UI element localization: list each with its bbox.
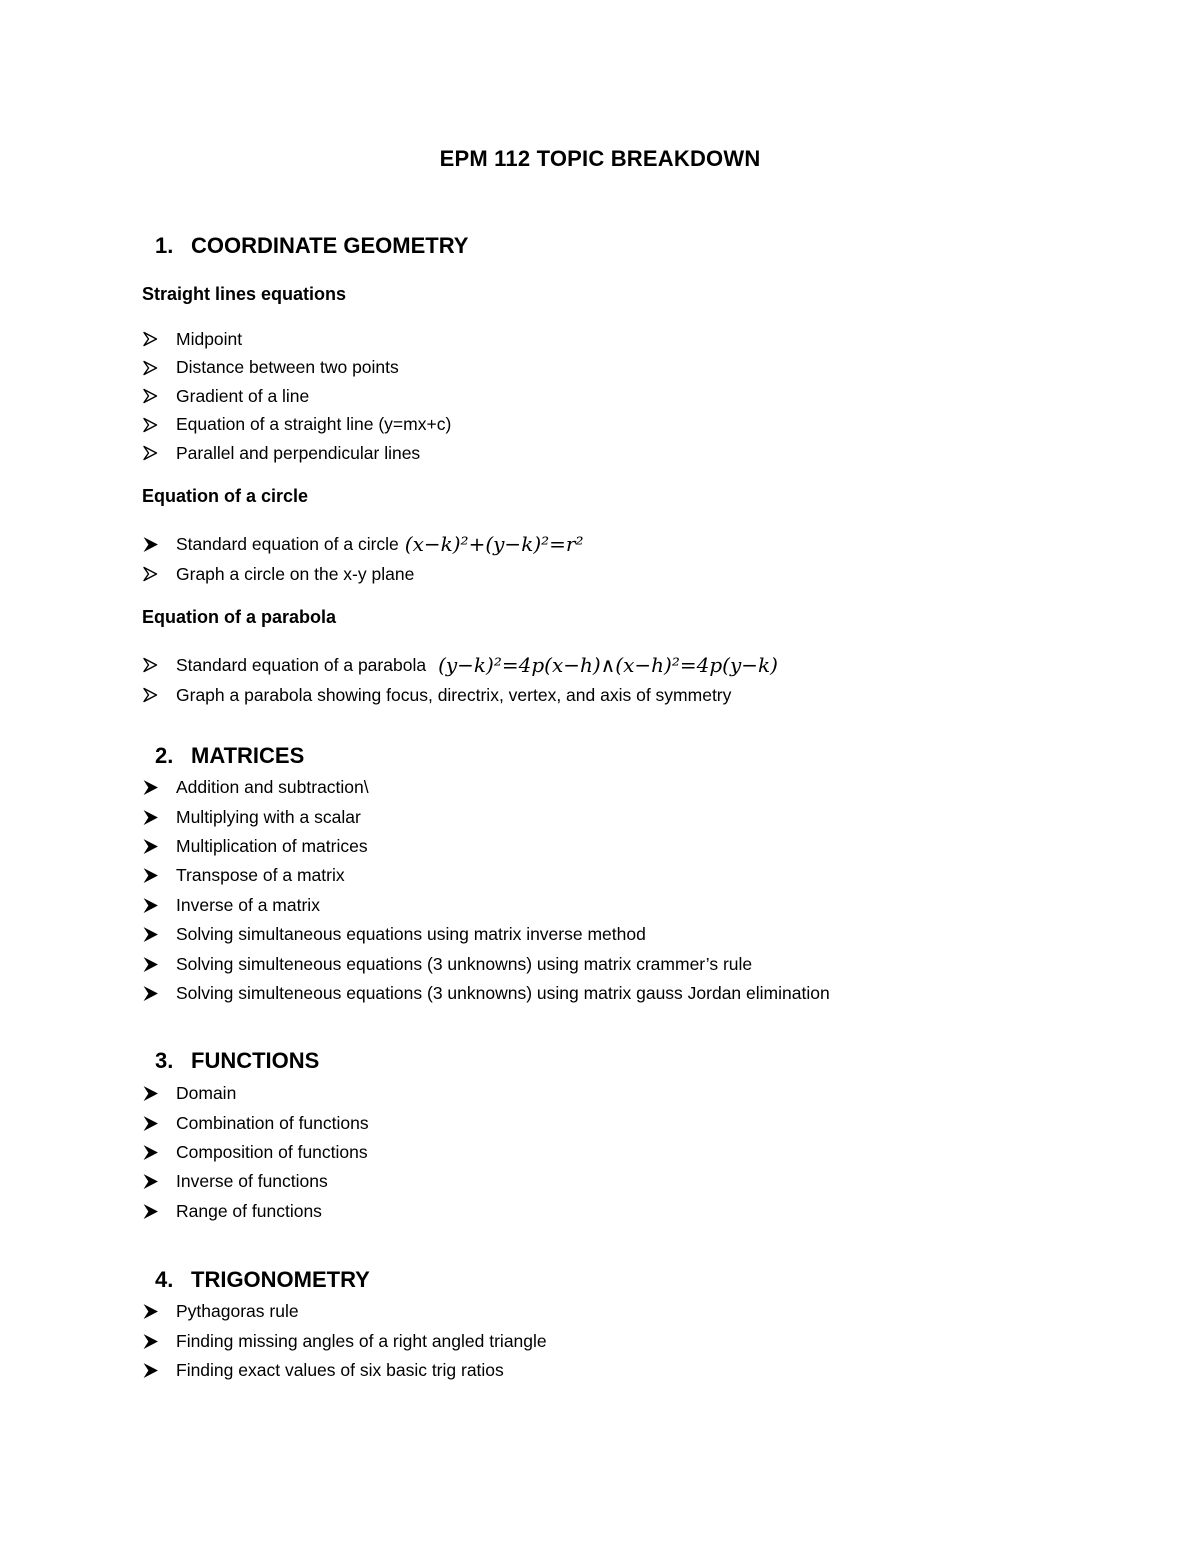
section-heading-functions [155,1048,319,1074]
parabola-formula: (y−k)²=4p(x−h)∧(x−h)²=4p(y−k) [438,653,778,677]
section-title: MATRICES [191,743,305,768]
arrowhead-bullet-icon [142,809,176,826]
arrowhead-bullet-icon [142,1144,176,1161]
arrowhead-bullet-icon [142,566,176,582]
circle-list [142,528,583,589]
subsection-heading-circle: Equation of a circle [142,486,309,506]
section-title: TRIGONOMETRY [191,1267,370,1292]
section-number: 3. [155,1048,174,1073]
circle-formula: (x−k)²+(y−k)²=r² [404,532,584,556]
subsection-heading-straight-lines: Straight lines equations [142,284,347,304]
list-item: Solving simulteneous equations (3 unknowns) using matrix gauss Jordan elimination [142,979,830,1008]
list-item: Solving simulteneous equations (3 unknowns) using matrix crammer’s rule [142,949,830,978]
list-item: Multiplication of matrices [142,832,830,861]
arrowhead-bullet-icon [142,417,176,433]
arrowhead-bullet-icon [142,445,176,461]
arrowhead-bullet-icon [142,1203,176,1220]
trigonometry-list [142,1297,547,1385]
functions-list [142,1079,369,1226]
list-item: Graph a circle on the x-y plane [142,560,583,589]
arrowhead-bullet-icon [142,1303,176,1320]
list-item: Graph a parabola showing focus, directrix, vertex, and axis of symmetry [142,681,778,710]
parabola-list [142,649,778,710]
arrowhead-bullet-icon [142,1115,176,1132]
arrowhead-bullet-icon [142,897,176,914]
list-item: Standard equation of a circle (x−k)²+(y−k)²=r² [142,528,583,560]
section-heading-trigonometry [155,1267,370,1293]
list-item: Pythagoras rule [142,1297,547,1326]
list-item: Standard equation of a parabola (y−k)²=4p(x−h)∧(x−h)²=4p(y−k) [142,649,778,681]
list-item: Range of functions [142,1197,369,1226]
section-title: FUNCTIONS [191,1048,320,1073]
list-item: Transpose of a matrix [142,861,830,890]
arrowhead-bullet-icon [142,867,176,884]
arrowhead-bullet-icon [142,331,176,347]
section-heading-matrices [155,743,304,769]
arrowhead-bullet-icon [142,1085,176,1102]
arrowhead-bullet-icon [142,779,176,796]
list-item: Domain [142,1079,369,1108]
section-number: 1. [155,233,174,258]
arrowhead-bullet-icon [142,536,176,553]
arrowhead-bullet-icon [142,1362,176,1379]
arrowhead-bullet-icon [142,956,176,973]
list-item: Equation of a straight line (y=mx+c) [142,411,451,440]
arrowhead-bullet-icon [142,388,176,404]
arrowhead-bullet-icon [142,926,176,943]
arrowhead-bullet-icon [142,1333,176,1350]
list-item: Combination of functions [142,1108,369,1137]
arrowhead-bullet-icon [142,360,176,376]
section-heading-coordinate-geometry [155,233,468,259]
matrices-list [142,773,830,1008]
list-item: Finding exact values of six basic trig ratios [142,1356,547,1385]
list-item: Parallel and perpendicular lines [142,439,451,468]
list-item: Midpoint [142,325,451,354]
arrowhead-bullet-icon [142,657,176,673]
arrowhead-bullet-icon [142,1173,176,1190]
list-item: Multiplying with a scalar [142,802,830,831]
list-item: Inverse of functions [142,1167,369,1196]
list-item: Finding missing angles of a right angled triangle [142,1326,547,1355]
straight-lines-list [142,325,451,468]
list-item: Composition of functions [142,1138,369,1167]
arrowhead-bullet-icon [142,985,176,1002]
list-item: Solving simultaneous equations using matrix inverse method [142,920,830,949]
section-title: COORDINATE GEOMETRY [191,233,469,258]
arrowhead-bullet-icon [142,838,176,855]
list-item: Addition and subtraction\ [142,773,830,802]
section-number: 4. [155,1267,174,1292]
document-title: EPM 112 TOPIC BREAKDOWN [439,146,761,171]
list-item: Distance between two points [142,354,451,383]
subsection-heading-parabola: Equation of a parabola [142,607,337,627]
section-number: 2. [155,743,174,768]
list-item: Gradient of a line [142,382,451,411]
list-item: Inverse of a matrix [142,891,830,920]
arrowhead-bullet-icon [142,687,176,703]
